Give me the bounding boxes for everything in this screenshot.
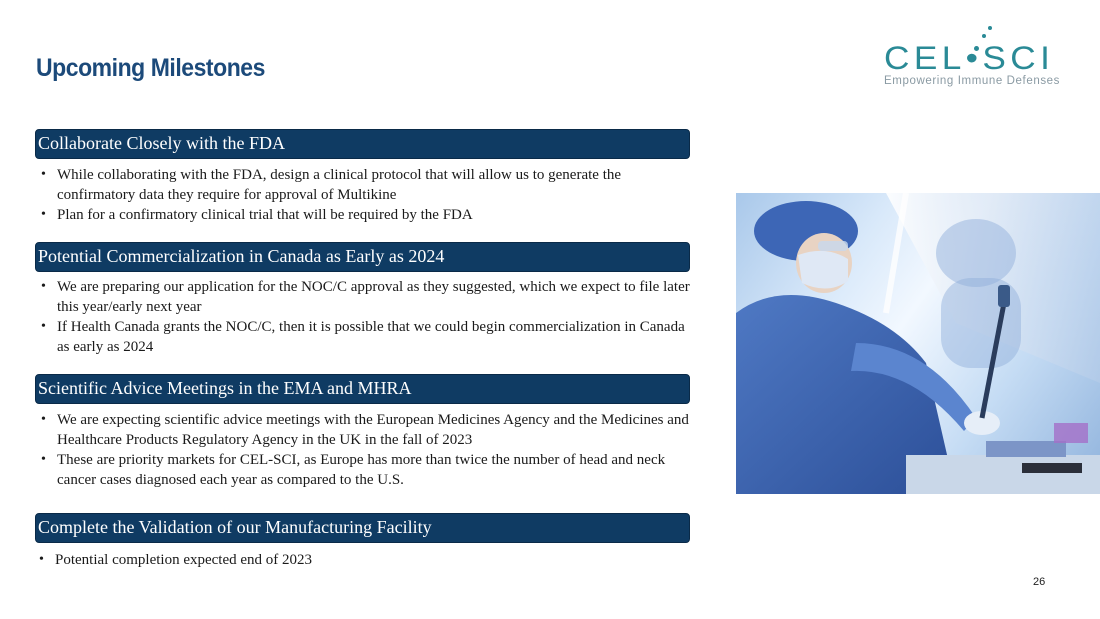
lab-photo-illustration — [736, 193, 1100, 494]
section-heading: Potential Commercialization in Canada as Early as 2024 — [38, 246, 445, 266]
section-bullets-canada — [38, 277, 698, 357]
list-item: • If Health Canada grants the NOC/C, then it is possible that we could begin commercialization in Canada as early as 2024 — [38, 317, 698, 357]
list-item: • Potential completion expected end of 2023 — [36, 550, 696, 570]
cel-sci-logo — [878, 24, 1074, 94]
section-header-canada — [35, 242, 690, 272]
list-item: • Plan for a confirmatory clinical trial that will be required by the FDA — [38, 205, 698, 225]
list-item: • We are preparing our application for the NOC/C approval as they suggested, which we expect to file later this year/early next year — [38, 277, 698, 317]
section-heading: Scientific Advice Meetings in the EMA and MHRA — [38, 378, 412, 398]
section-header-ema-mhra — [35, 374, 690, 404]
section-heading: Complete the Validation of our Manufacturing Facility — [38, 517, 432, 537]
list-item: • These are priority markets for CEL-SCI, as Europe has more than twice the number of head and neck cancer cases diagnosed each year as compared to the U.S. — [38, 450, 698, 490]
logo-dot-icon — [988, 26, 992, 30]
logo-wordmark: CEL•SCI — [884, 40, 1055, 76]
section-bullets-manufacturing — [36, 550, 696, 570]
logo-tagline: Empowering Immune Defenses — [884, 75, 1061, 87]
logo-dot-icon — [982, 34, 986, 38]
section-bullets-ema-mhra — [38, 410, 698, 490]
list-item: • We are expecting scientific advice meetings with the European Medicines Agency and the Medicines and Healthcare Products Regulatory Agency in the UK in the fall of 2023 — [38, 410, 698, 450]
slide-title: Upcoming Milestones — [36, 54, 265, 82]
lab-scientist-photo — [736, 193, 1100, 494]
section-header-manufacturing — [35, 513, 690, 543]
page-number: 26 — [1033, 576, 1046, 588]
list-item: • While collaborating with the FDA, design a clinical protocol that will allow us to generate the confirmatory data they require for approval of Multikine — [38, 165, 698, 205]
section-bullets-fda — [38, 165, 698, 225]
section-header-fda — [35, 129, 690, 159]
section-heading: Collaborate Closely with the FDA — [38, 133, 285, 153]
